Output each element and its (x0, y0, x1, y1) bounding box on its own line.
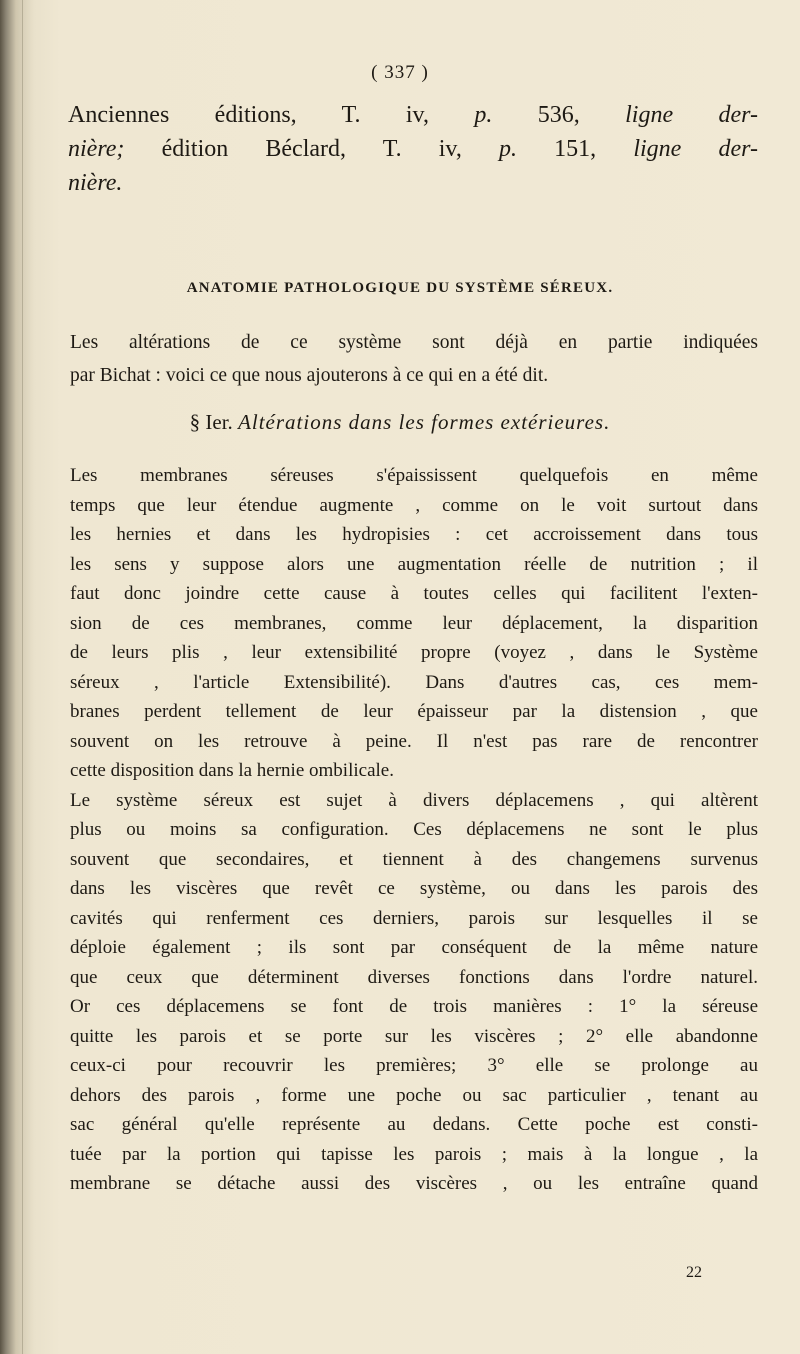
intro-line: par Bichat : voici ce que nous ajouterons à ce qui en a été dit. (70, 365, 549, 386)
body-line: que ceux que déterminent diverses fonctions dans l'ordre naturel. (70, 966, 758, 988)
body-line: dans les viscères que revêt ce système, ou dans les parois des (70, 878, 758, 899)
body-line: membrane se détache aussi des viscères , ou les entraîne quand (70, 1173, 758, 1194)
body-text (70, 461, 758, 1199)
body-line: cavités qui renferment ces derniers, parois sur lesquelles il se (70, 907, 758, 929)
body-line: quitte les parois et se porte sur les viscères ; 2° elle abandonne (70, 1025, 758, 1047)
intro-line: Les altérations de ce système sont déjà en partie indiquées (70, 332, 758, 353)
reference-line-1: Anciennes éditions, T. iv, p. 536, ligne der- (68, 102, 759, 128)
body-line: cette disposition dans la hernie ombilicale. (70, 760, 394, 781)
body-line: plus ou moins sa configuration. Ces déplacemens ne sont le plus (70, 819, 758, 840)
body-line: souvent on les retrouve à peine. Il n'est pas rare de rencontrer (70, 730, 758, 752)
body-line: de leurs plis , leur extensibilité propre (voyez , dans le Système (70, 642, 758, 663)
binding-edge (22, 0, 23, 1354)
body-line: les hernies et dans les hydropisies : cet accroissement dans tous (70, 524, 758, 545)
body-line: dehors des parois , forme une poche ou sac particulier , tenant au (70, 1084, 758, 1106)
body-line: Les membranes séreuses s'épaississent quelquefois en même (70, 465, 758, 486)
intro-paragraph (70, 326, 758, 392)
body-line: sac général qu'elle représente au dedans. Cette poche est consti- (70, 1114, 758, 1135)
reference-line-3: nière. (68, 170, 123, 196)
section-heading (0, 410, 800, 435)
body-line: sion de ces membranes, comme leur déplacement, la disparition (70, 612, 758, 634)
body-line: séreux , l'article Extensibilité). Dans d'autres cas, ces mem- (70, 671, 758, 693)
chapter-heading: ANATOMIE PATHOLOGIQUE DU SYSTÈME SÉREUX. (186, 280, 614, 296)
body-line: souvent que secondaires, et tiennent à des changemens survenus (70, 848, 758, 870)
reference-note (68, 98, 758, 200)
body-line: déploie également ; ils sont par conséquent de la même nature (70, 937, 758, 958)
reference-line-2: nière; édition Béclard, T. iv, p. 151, ligne der- (68, 136, 758, 162)
body-line: branes perdent tellement de leur épaisseur par la distension , que (70, 701, 758, 722)
body-line: Le système séreux est sujet à divers déplacemens , qui altèrent (70, 789, 758, 811)
signature-mark: 22 (686, 1264, 702, 1281)
body-line: les sens y suppose alors une augmentation réelle de nutrition ; il (70, 553, 758, 575)
section-title: Altérations dans les formes extérieures. (238, 410, 611, 434)
body-line: Or ces déplacemens se font de trois manières : 1° la séreuse (70, 996, 758, 1017)
body-line: faut donc joindre cette cause à toutes celles qui facilitent l'exten- (70, 583, 758, 604)
body-line: temps que leur étendue augmente , comme on le voit surtout dans (70, 494, 758, 516)
page-number: ( 337 ) (371, 62, 429, 83)
body-line: tuée par la portion qui tapisse les parois ; mais à la longue , la (70, 1143, 758, 1165)
section-number: § Ier. (189, 410, 233, 434)
ref-volume: iv (405, 102, 423, 128)
body-line: ceux-ci pour recouvrir les premières; 3° elle se prolonge au (70, 1055, 758, 1076)
